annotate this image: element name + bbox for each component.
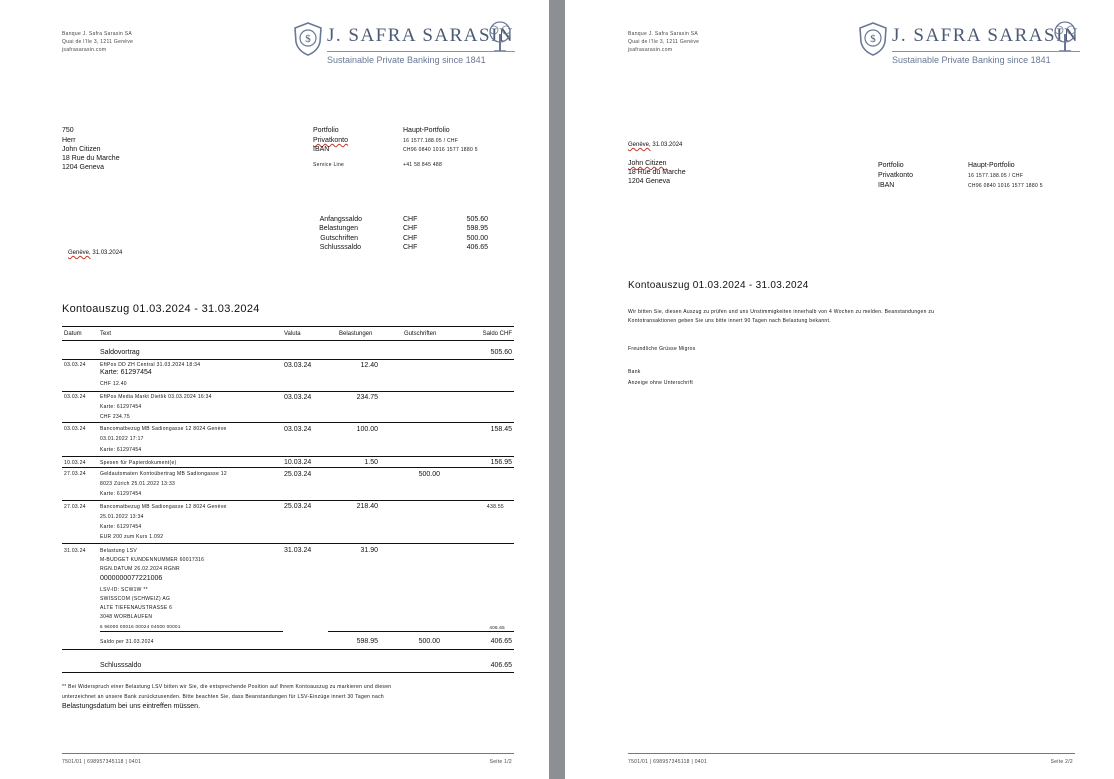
tree-icon <box>485 20 515 54</box>
entry-balance: 156.95 <box>490 459 512 466</box>
closing-balance: 406.65 <box>490 662 512 669</box>
bank-logo <box>858 20 1080 66</box>
account-type-label: Privatkonto <box>878 172 914 179</box>
opening-label: Saldovortrag <box>100 349 140 356</box>
col-credit: Gutschriften <box>404 331 437 337</box>
summary-amount: 406.65 <box>466 244 488 251</box>
opening-balance: 505.60 <box>490 349 512 356</box>
place-date <box>628 142 682 148</box>
entry-text-line: Karte: 61297454 <box>100 369 152 376</box>
iban-label: IBAN <box>878 182 895 189</box>
sender-line-3: jsafrasarasin.com <box>62 47 107 53</box>
recipient-salutation: Herr <box>62 137 76 144</box>
entry-valuta: 03.03.24 <box>284 362 312 369</box>
total-label: Saldo per 31.03.2024 <box>100 639 154 645</box>
summary-currency: CHF <box>403 216 418 223</box>
total-debit: 598.95 <box>356 638 378 645</box>
total-credit: 500.00 <box>418 638 440 645</box>
entry-debit: 31.90 <box>360 547 378 554</box>
entry-date: 03.03.24 <box>64 362 86 368</box>
svg-text:$: $ <box>305 33 311 45</box>
entry-text-line: CHF 234.75 <box>100 414 130 420</box>
footer-rule <box>62 753 514 754</box>
entry-date: 03.03.24 <box>64 426 86 432</box>
account-type-label: Privatkonto <box>313 137 349 144</box>
greeting: Freundliche Grüsse Migros <box>628 346 696 352</box>
footer-rule <box>628 753 1075 754</box>
row-rule <box>62 500 514 501</box>
iban-value: CH96 0840 1016 1577 1880 5 <box>968 183 1043 189</box>
row-rule <box>100 631 283 632</box>
summary-amount: 598.95 <box>466 225 488 232</box>
logo-tagline: Sustainable Private Banking since 1841 <box>327 55 486 65</box>
footnote-line: unterzeichnet an unsere Bank zurückzusenden. Bitte beachten Sie, dass Beanstandungen für LSV-Einzüge innert 30 Tagen nach <box>62 694 384 700</box>
entry-valuta: 10.03.24 <box>284 459 312 466</box>
recipient-name: John Citizen <box>62 146 101 153</box>
statement-title: Kontoauszug 01.03.2024 - 31.03.2024 <box>628 280 809 291</box>
place-date <box>68 250 122 256</box>
no-signature-note: Anzeige ohne Unterschrift <box>628 380 694 386</box>
entry-text-line: 25.01.2022 13:34 <box>100 514 144 520</box>
row-rule <box>62 649 514 650</box>
entry-text-line: 0000000077221006 <box>100 575 163 582</box>
entry-date: 27.03.24 <box>64 504 86 510</box>
entry-text-line: Spesen für Papierdokument(e) <box>100 460 177 466</box>
entry-valuta: 03.03.24 <box>284 426 312 433</box>
entry-text-line: EftPos DD ZH Central 31.03.2024 18:34 <box>100 362 201 368</box>
entry-text-line: M-BUDGET KUNDENNUMMER 60017316 <box>100 557 205 563</box>
entry-valuta: 25.03.24 <box>284 471 312 478</box>
entry-valuta: 03.03.24 <box>284 394 312 401</box>
row-rule <box>328 631 514 632</box>
summary-label: Belastungen <box>319 225 358 232</box>
entry-credit: 500.00 <box>418 471 440 478</box>
col-date: Datum <box>64 331 82 337</box>
sender-line-1: Banque J. Safra Sarasin SA <box>628 31 699 37</box>
recipient-code: 750 <box>62 127 74 134</box>
summary-amount: 505.60 <box>466 216 488 223</box>
col-text: Text <box>100 331 112 337</box>
summary-currency: CHF <box>403 225 418 232</box>
page-number: Seite 2/2 <box>1050 759 1073 765</box>
entry-debit: 100.00 <box>356 426 378 433</box>
entry-valuta: 25.03.24 <box>284 503 312 510</box>
bank-logo <box>293 20 515 66</box>
summary-label: Gutschriften <box>320 235 358 242</box>
row-rule <box>62 543 514 544</box>
recipient-street: 18 Rue du Marche <box>62 155 120 162</box>
signer: Bank <box>628 369 641 375</box>
closing-label: Schlusssaldo <box>100 662 142 669</box>
logo-divider <box>892 51 1080 52</box>
entry-debit: 1.50 <box>364 459 378 466</box>
entry-text-line: Karte: 61297454 <box>100 404 142 410</box>
tree-icon <box>1050 20 1080 54</box>
logo-name: J. SAFRA SARASIN <box>327 25 515 46</box>
summary-label: Anfangssaldo <box>319 216 362 223</box>
entry-text-line: ALTE TIEFENAUSTRASSE 6 <box>100 605 173 611</box>
entry-balance: 406.65 <box>489 625 505 630</box>
entry-text-line: Belastung LSV <box>100 548 137 554</box>
row-rule <box>62 359 514 360</box>
entry-text-line: 6 96000 00016 00024 04000 00001 <box>100 624 181 629</box>
footnote-line: ** Bei Widerspruch einer Belastung LSV bitten wir Sie, die entsprechende Position auf Ihrem Kontoauszug zu markieren und diesen <box>62 684 392 690</box>
summary-label: Schlusssaldo <box>319 244 361 251</box>
entry-text-line: Karte: 61297454 <box>100 447 142 453</box>
entry-text-line: Bancomatbezug MB Sadiongasse 12 8024 Genève <box>100 426 227 432</box>
statement-page-1 <box>0 0 549 779</box>
row-rule <box>62 467 514 468</box>
date: 31.03.2024 <box>652 142 683 148</box>
entry-balance: 438.55 <box>486 504 504 510</box>
entry-text-line: Karte: 61297454 <box>100 524 142 530</box>
entry-text-line: Bancomatbezug MB Sadiongasse 12 8024 Genève <box>100 504 227 510</box>
entry-text-line: 3048 WORBLAUFEN <box>100 614 153 620</box>
entry-text-line: 03.01.2022 17:17 <box>100 436 144 442</box>
entry-date: 31.03.24 <box>64 548 86 554</box>
entry-balance: 158.45 <box>490 426 512 433</box>
iban-value: CH96 0840 1016 1577 1880 5 <box>403 147 478 153</box>
entry-debit: 234.75 <box>356 394 378 401</box>
footer-reference: 7501/01 | 698957345118 | 0401 <box>62 759 142 765</box>
footer-reference: 7501/01 | 698957345118 | 0401 <box>628 759 708 765</box>
entry-text-line: Karte: 61297454 <box>100 491 142 497</box>
place: Genève, <box>628 142 651 148</box>
account-number: 16 1577.188.05 / CHF <box>403 138 459 144</box>
entry-text-line: Geldautomaten Kontoübertrag MB Sadiongasse 12 <box>100 471 227 477</box>
total-balance: 406.65 <box>490 638 512 645</box>
entry-text-line: LSV-ID: SCW1W ** <box>100 587 148 593</box>
summary-currency: CHF <box>403 235 418 242</box>
recipient-city: 1204 Geneva <box>62 164 105 171</box>
entry-debit: 12.40 <box>360 362 378 369</box>
table-bottom-rule <box>62 672 514 673</box>
place: Genève, <box>68 250 91 256</box>
table-header-rule <box>62 340 514 341</box>
entry-text-line: EftPos Media Markt Dietlik 03.03.2024 16:34 <box>100 394 212 400</box>
entry-date: 03.03.24 <box>64 394 86 400</box>
logo-name: J. SAFRA SARASIN <box>892 25 1080 46</box>
service-line-value: +41 58 845 488 <box>403 162 443 168</box>
portfolio-value: Haupt-Portfolio <box>403 127 450 134</box>
entry-text-line: SWISSCOM (SCHWEIZ) AG <box>100 596 171 602</box>
entry-debit: 218.40 <box>356 503 378 510</box>
portfolio-label: Portfolio <box>878 162 904 169</box>
date: 31.03.2024 <box>92 250 123 256</box>
col-balance: Saldo CHF <box>482 331 512 337</box>
row-rule <box>62 422 514 423</box>
entry-text-line: 8023 Zürich 25.01.2022 13:33 <box>100 481 176 487</box>
recipient-street: 18 Rue du Marche <box>628 169 686 176</box>
portfolio-label: Portfolio <box>313 127 339 134</box>
body-line: Kontotransaktionen geben Sie uns bitte innert 90 Tagen nach Belastung bekannt. <box>628 318 831 324</box>
logo-tagline: Sustainable Private Banking since 1841 <box>892 55 1051 65</box>
entry-valuta: 31.03.24 <box>284 547 312 554</box>
entry-text-line: CHF 12.40 <box>100 381 127 387</box>
summary-amount: 500.00 <box>466 235 488 242</box>
statement-title: Kontoauszug 01.03.2024 - 31.03.2024 <box>62 303 260 315</box>
portfolio-value: Haupt-Portfolio <box>968 162 1015 169</box>
statement-page-2 <box>565 0 1114 779</box>
summary-currency: CHF <box>403 244 418 251</box>
sender-line-1: Banque J. Safra Sarasin SA <box>62 31 133 37</box>
sender-line-3: jsafrasarasin.com <box>628 47 673 53</box>
shield-icon <box>293 22 323 56</box>
footnote-line: Belastungsdatum bei uns eintreffen müssen. <box>62 703 201 710</box>
entry-text-line: RGN.DATUM 26.02.2024 RGNR <box>100 566 180 572</box>
iban-label: IBAN <box>313 146 330 153</box>
sender-line-2: Quai de l'Ile 3, 1211 Genève <box>628 39 700 45</box>
entry-date: 10.03.24 <box>64 460 86 466</box>
sender-line-2: Quai de l'Ile 3, 1211 Genève <box>62 39 134 45</box>
col-valuta: Valuta <box>284 331 301 337</box>
entry-date: 27.03.24 <box>64 471 86 477</box>
svg-text:$: $ <box>870 33 876 45</box>
logo-divider <box>327 51 515 52</box>
recipient-name: John Citizen <box>628 160 667 167</box>
account-number: 16 1577.188.05 / CHF <box>968 173 1024 179</box>
row-rule <box>62 391 514 392</box>
row-rule <box>62 456 514 457</box>
page-number: Seite 1/2 <box>489 759 512 765</box>
body-line: Wir bitten Sie, diesen Auszug zu prüfen und uns Unstimmigkeiten innerhalb von 4 Wochen zu melden. Beanstandungen zu <box>628 309 935 315</box>
shield-icon <box>858 22 888 56</box>
entry-text-line: EUR 200 zum Kurs 1.092 <box>100 534 164 540</box>
table-top-rule <box>62 326 514 327</box>
service-line-label: Service Line <box>313 162 345 168</box>
col-debit: Belastungen <box>339 331 373 337</box>
recipient-city: 1204 Geneva <box>628 178 671 185</box>
